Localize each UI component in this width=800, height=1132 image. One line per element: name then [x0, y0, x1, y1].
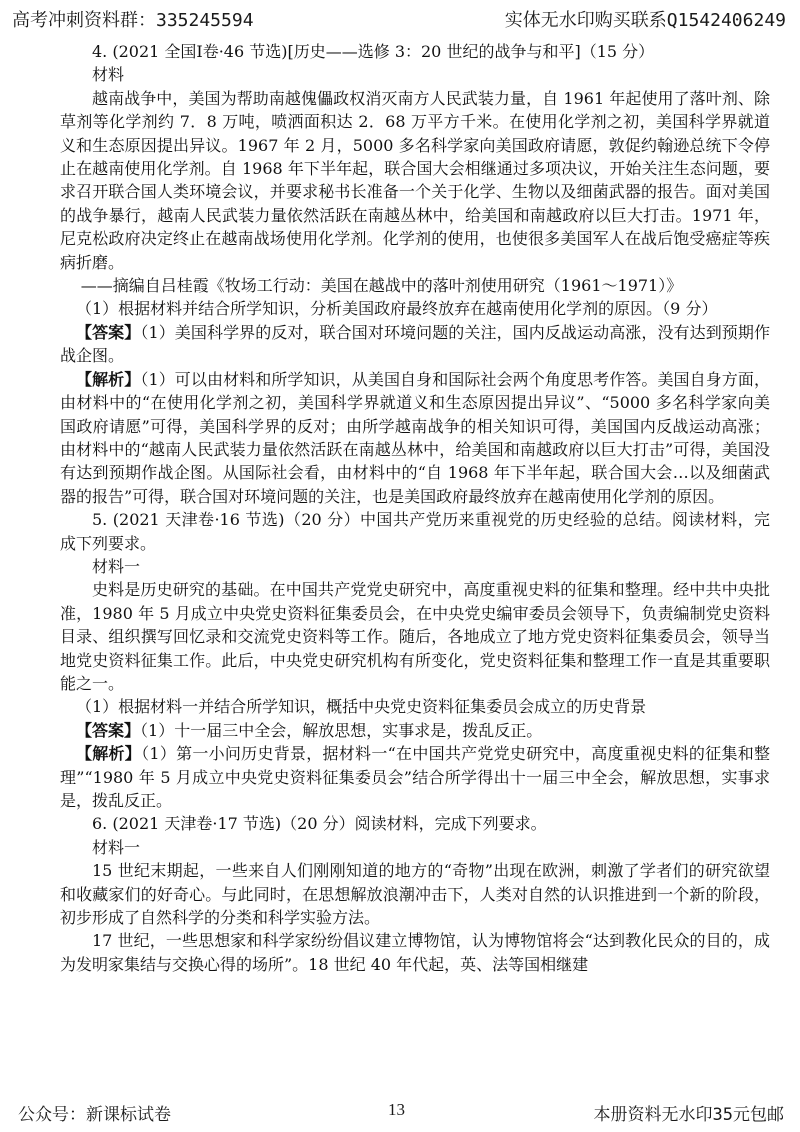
q5-analysis-text: （1）第一小问历史背景，据材料一“在中国共产党党史研究中，高度重视史料的征集和整理”“1980 年 5 月成立中央党史资料征集委员会”结合所学得出十一届三中全会，解放思想，实事求是，拨乱反正。	[60, 744, 770, 810]
footer-left-text: 公众号：新课标试卷	[18, 1105, 171, 1125]
q5-answer	[60, 719, 770, 742]
q4-material: 越南战争中，美国为帮助南越傀儡政权消灭南方人民武装力量，自 1961 年起使用了落叶剂、除草剂等化学剂约 7．8 万吨，喷洒面积达 2．68 万平方千米。在使用化学剂之初，美国科学界就道义和生态原因提出异议。1967 年 2 月，5000 多名科学家向美国政府请愿，敦促约翰逊总统下令停止在越南使用化学剂。自 1968 年下半年起，联合国大会相继通过多项决议，开始关注生态问题，要求召开联合国人类环境会议，并要求秘书长准备一个关于化学、生物以及细菌武器的报告。面对美国的战争暴行，越南人民武装力量依然活跃在南越丛林中，给美国和南越政府以巨大打击。1971 年，尼克松政府决定终止在越南战场使用化学剂。化学剂的使用，也使很多美国军人在战后饱受癌症等疾病折磨。	[60, 88, 770, 272]
q5-question: （1）根据材料一并结合所学知识，概括中央党史资料征集委员会成立的历史背景	[76, 697, 647, 717]
header-right-text: 实体无水印购买联系Q1542406249	[504, 10, 786, 31]
page-number: 13	[388, 1100, 405, 1119]
q4-analysis	[60, 368, 770, 508]
q5-answer-text: （1）十一届三中全会，解放思想，实事求是，拨乱反正。	[140, 720, 543, 740]
footer-right-text: 本册资料无水印35元包邮	[593, 1105, 784, 1125]
q5-analysis-tag: 【解析】	[76, 744, 142, 764]
q4-answer	[60, 321, 770, 368]
q4-analysis-tag: 【解析】	[76, 369, 141, 389]
q4-answer-text: （1）美国科学界的反对，联合国对环境问题的关注，国内反战运动高涨，没有达到预期作战企图。	[60, 322, 770, 366]
q6-title: 6. (2021 天津卷·17 节选)（20 分）阅读材料，完成下列要求。	[92, 814, 547, 834]
q6-material-label: 材料一	[92, 837, 141, 857]
q4-title: 4. (2021 全国Ⅰ卷·46 节选)[历史——选修 3：20 世纪的战争与和平]（15 分）	[92, 42, 655, 61]
q6-para2: 17 世纪，一些思想家和科学家纷纷倡议建立博物馆，认为博物馆将会“达到教化民众的目的，成为发明家集结与交换心得的场所”。18 世纪 40 年代起，英、法等国相继建	[60, 931, 770, 974]
q6-para1: 15 世纪末期起，一些来自人们刚刚知道的地方的“奇物”出现在欧洲，刺激了学者们的研究欲望和收藏家们的好奇心。与此同时，在思想解放浪潮冲击下，人类对自然的认识推进到一个新的阶段，初步形成了自然科学的分类和科学实验方法。	[60, 861, 770, 928]
header-left-text: 高考冲刺资料群：335245594	[12, 10, 254, 31]
q5-answer-tag: 【答案】	[76, 720, 141, 740]
q5-analysis	[60, 742, 770, 812]
q4-analysis-text: （1）可以由材料和所学知识，从美国自身和国际社会两个角度思考作答。美国自身方面，由材料中的“在使用化学剂之初，美国科学界就道义和生态原因提出异议”、“5000 多名科学家向美国政府请愿”可得，美国科学界的反对；由所学越南战争的相关知识可得，美国国内反战运动高涨；由材料中的“越南人民武装力量依然活跃在南越丛林中，给美国和南越政府以巨大打击”可得，美国没有达到预期作战企图。从国际社会看，由材料中的“自 1968 年下半年起，联合国大会…以及细菌武器的报告”可得，联合国对环境问题的关注，也是美国政府最终放弃在越南使用化学剂的原因。	[60, 369, 770, 506]
page-footer	[0, 1098, 800, 1126]
document-body	[60, 40, 770, 1090]
page-header	[0, 4, 800, 34]
q4-material-label: 材料	[92, 65, 125, 85]
q5-title: 5. (2021 天津卷·16 节选)（20 分）中国共产党历来重视党的历史经验的总结。阅读材料，完成下列要求。	[60, 510, 770, 553]
q4-answer-tag: 【答案】	[76, 322, 141, 342]
q4-source: ——摘编自吕桂霞《牧场工行动：美国在越战中的落叶剂使用研究（1961～1971）》	[80, 276, 683, 296]
q4-question: （1）根据材料并结合所学知识，分析美国政府最终放弃在越南使用化学剂的原因。（9 分）	[76, 299, 718, 319]
q5-material-label: 材料一	[92, 556, 141, 576]
q5-material: 史料是历史研究的基础。在中国共产党党史研究中，高度重视史料的征集和整理。经中共中央批准，1980 年 5 月成立中央党史资料征集委员会，在中央党史编审委员会领导下，负责编制党史资料目录、组织撰写回忆录和交流党史资料等工作。随后，各地成立了地方党史资料征集委员会，领导当地党史资料征集工作。此后，中央党史研究机构有所变化，党史资料征集和整理工作一直是其重要职能之一。	[60, 580, 770, 693]
